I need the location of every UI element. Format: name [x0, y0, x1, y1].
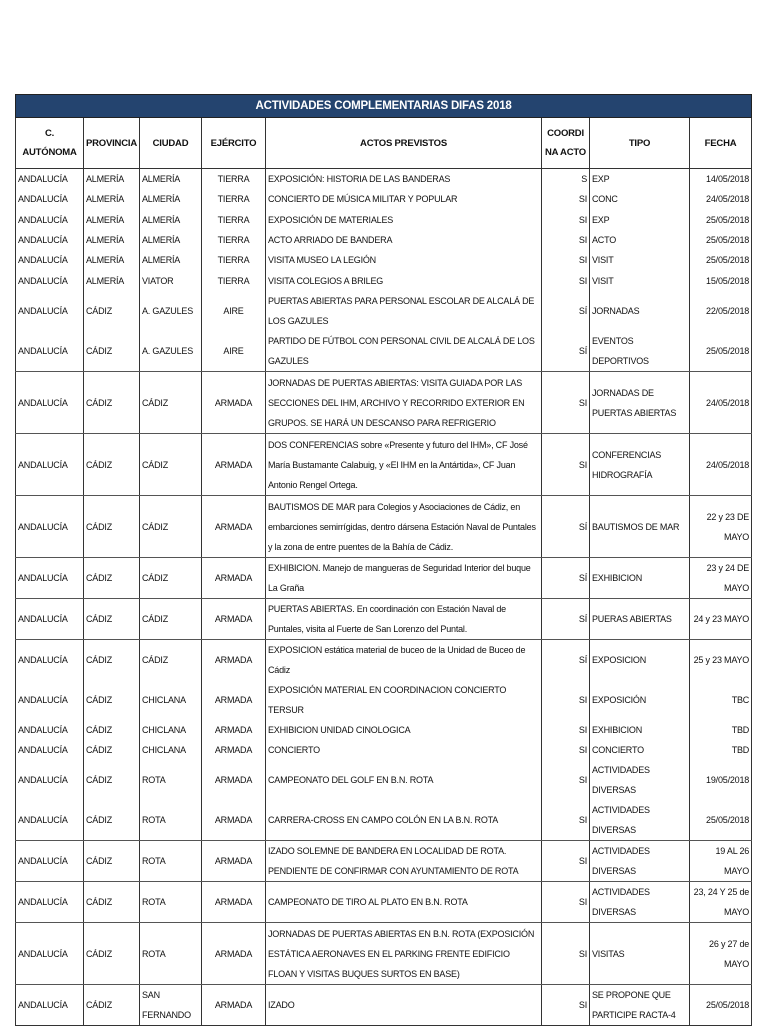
table-row: [16, 923, 752, 985]
cell-ejercito: TIERRA: [202, 270, 266, 291]
table-row: [16, 209, 752, 230]
cell-fecha: 25/05/2018: [690, 985, 752, 1026]
cell-tipo: EXP: [590, 169, 690, 190]
cell-ciudad: CHICLANA: [140, 680, 202, 720]
cell-provincia: CÁDIZ: [84, 331, 140, 372]
cell-ejercito: ARMADA: [202, 599, 266, 640]
cell-coordina: SI: [542, 680, 590, 720]
table-row: [16, 169, 752, 190]
cell-fecha: 19/05/2018: [690, 760, 752, 800]
cell-autonoma: ANDALUCÍA: [16, 882, 84, 923]
cell-ciudad: CÁDIZ: [140, 372, 202, 434]
cell-provincia: CÁDIZ: [84, 640, 140, 681]
cell-ejercito: ARMADA: [202, 882, 266, 923]
table-row: [16, 841, 752, 882]
cell-autonoma: ANDALUCÍA: [16, 291, 84, 331]
cell-coordina: SI: [542, 923, 590, 985]
cell-actos: ACTO ARRIADO DE BANDERA: [266, 230, 542, 250]
column-header-provincia: PROVINCIA: [84, 118, 140, 169]
cell-ejercito: ARMADA: [202, 640, 266, 681]
cell-coordina: S: [542, 169, 590, 190]
cell-fecha: 25/05/2018: [690, 800, 752, 841]
cell-fecha: 25 y 23 MAYO: [690, 640, 752, 681]
column-header-ciudad: CIUDAD: [140, 118, 202, 169]
cell-provincia: CÁDIZ: [84, 882, 140, 923]
cell-tipo: EXHIBICION: [590, 720, 690, 740]
cell-actos: EXPOSICION estática material de buceo de la Unidad de Buceo de Cádiz: [266, 640, 542, 681]
column-header-ejercito: EJÉRCITO: [202, 118, 266, 169]
table-row: [16, 291, 752, 331]
cell-fecha: 23 y 24 DE MAYO: [690, 558, 752, 599]
cell-provincia: CÁDIZ: [84, 558, 140, 599]
table-row: [16, 760, 752, 800]
table-row: [16, 434, 752, 496]
column-header-tipo: TIPO: [590, 118, 690, 169]
table-row: [16, 189, 752, 209]
cell-ejercito: ARMADA: [202, 558, 266, 599]
cell-provincia: CÁDIZ: [84, 800, 140, 841]
cell-ciudad: CÁDIZ: [140, 599, 202, 640]
cell-ejercito: TIERRA: [202, 209, 266, 230]
cell-coordina: SI: [542, 372, 590, 434]
cell-provincia: CÁDIZ: [84, 923, 140, 985]
cell-ciudad: SAN FERNANDO: [140, 985, 202, 1026]
cell-fecha: 25/05/2018: [690, 250, 752, 270]
cell-ciudad: CHICLANA: [140, 720, 202, 740]
table-title: ACTIVIDADES COMPLEMENTARIAS DIFAS 2018: [16, 95, 752, 118]
cell-autonoma: ANDALUCÍA: [16, 599, 84, 640]
cell-ejercito: AIRE: [202, 331, 266, 372]
cell-tipo: CONCIERTO: [590, 740, 690, 760]
cell-autonoma: ANDALUCÍA: [16, 558, 84, 599]
cell-fecha: 25/05/2018: [690, 209, 752, 230]
cell-fecha: TBD: [690, 720, 752, 740]
cell-provincia: CÁDIZ: [84, 599, 140, 640]
spreadsheet: [15, 94, 751, 1026]
cell-fecha: 22 y 23 DE MAYO: [690, 496, 752, 558]
cell-tipo: VISIT: [590, 270, 690, 291]
cell-autonoma: ANDALUCÍA: [16, 496, 84, 558]
cell-autonoma: ANDALUCÍA: [16, 760, 84, 800]
cell-autonoma: ANDALUCÍA: [16, 331, 84, 372]
cell-ejercito: ARMADA: [202, 841, 266, 882]
cell-autonoma: ANDALUCÍA: [16, 169, 84, 190]
cell-autonoma: ANDALUCÍA: [16, 209, 84, 230]
cell-actos: VISITA MUSEO LA LEGIÓN: [266, 250, 542, 270]
cell-provincia: ALMERÍA: [84, 189, 140, 209]
cell-autonoma: ANDALUCÍA: [16, 841, 84, 882]
table-row: [16, 720, 752, 740]
cell-actos: JORNADAS DE PUERTAS ABIERTAS: VISITA GUIADA POR LAS SECCIONES DEL IHM, ARCHIVO Y RECORRIDO EXTERIOR EN GRUPOS. SE HARÁ UN DESCANSO PARA REFRIGERIO: [266, 372, 542, 434]
cell-actos: PUERTAS ABIERTAS PARA PERSONAL ESCOLAR DE ALCALÁ DE LOS GAZULES: [266, 291, 542, 331]
cell-provincia: CÁDIZ: [84, 985, 140, 1026]
cell-fecha: 24/05/2018: [690, 434, 752, 496]
cell-ciudad: ROTA: [140, 760, 202, 800]
cell-fecha: 23, 24 Y 25 de MAYO: [690, 882, 752, 923]
cell-ejercito: TIERRA: [202, 169, 266, 190]
cell-tipo: CONC: [590, 189, 690, 209]
cell-ejercito: AIRE: [202, 291, 266, 331]
table-row: [16, 331, 752, 372]
cell-ciudad: CHICLANA: [140, 740, 202, 760]
cell-ciudad: A. GAZULES: [140, 291, 202, 331]
cell-autonoma: ANDALUCÍA: [16, 434, 84, 496]
cell-coordina: SÍ: [542, 496, 590, 558]
cell-tipo: ACTO: [590, 230, 690, 250]
cell-ejercito: ARMADA: [202, 985, 266, 1026]
table-row: [16, 640, 752, 681]
cell-coordina: SI: [542, 800, 590, 841]
cell-ciudad: ROTA: [140, 882, 202, 923]
cell-fecha: 24/05/2018: [690, 189, 752, 209]
cell-ciudad: CÁDIZ: [140, 640, 202, 681]
column-header-autonoma: C. AUTÓNOMA: [16, 118, 84, 169]
cell-ciudad: ALMERÍA: [140, 250, 202, 270]
cell-actos: CARRERA-CROSS EN CAMPO COLÓN EN LA B.N. ROTA: [266, 800, 542, 841]
table-row: [16, 496, 752, 558]
cell-tipo: JORNADAS DE PUERTAS ABIERTAS: [590, 372, 690, 434]
cell-tipo: SE PROPONE QUE PARTICIPE RACTA-4: [590, 985, 690, 1026]
cell-tipo: EXP: [590, 209, 690, 230]
cell-autonoma: ANDALUCÍA: [16, 740, 84, 760]
cell-ejercito: TIERRA: [202, 250, 266, 270]
cell-provincia: CÁDIZ: [84, 740, 140, 760]
table-row: [16, 800, 752, 841]
cell-coordina: SI: [542, 270, 590, 291]
cell-actos: CAMPEONATO DEL GOLF EN B.N. ROTA: [266, 760, 542, 800]
cell-tipo: VISITAS: [590, 923, 690, 985]
cell-tipo: BAUTISMOS DE MAR: [590, 496, 690, 558]
cell-ciudad: ALMERÍA: [140, 230, 202, 250]
cell-coordina: SI: [542, 841, 590, 882]
cell-provincia: CÁDIZ: [84, 720, 140, 740]
cell-fecha: TBD: [690, 740, 752, 760]
cell-coordina: SI: [542, 720, 590, 740]
cell-actos: EXPOSICIÓN: HISTORIA DE LAS BANDERAS: [266, 169, 542, 190]
cell-tipo: JORNADAS: [590, 291, 690, 331]
column-header-coordina: COORDINA ACTO: [542, 118, 590, 169]
cell-actos: DOS CONFERENCIAS sobre «Presente y futuro del IHM», CF José María Bustamante Calabuig, y «El IHM en la Antártida», CF Juan Antonio Rengel Ortega.: [266, 434, 542, 496]
cell-coordina: SI: [542, 740, 590, 760]
cell-autonoma: ANDALUCÍA: [16, 372, 84, 434]
cell-actos: CONCIERTO: [266, 740, 542, 760]
cell-tipo: ACTIVIDADES DIVERSAS: [590, 882, 690, 923]
cell-tipo: EXPOSICIÓN: [590, 680, 690, 720]
cell-ejercito: ARMADA: [202, 720, 266, 740]
cell-fecha: 19 AL 26 MAYO: [690, 841, 752, 882]
cell-actos: EXPOSICIÓN DE MATERIALES: [266, 209, 542, 230]
table-row: [16, 250, 752, 270]
cell-provincia: ALMERÍA: [84, 209, 140, 230]
cell-ejercito: ARMADA: [202, 923, 266, 985]
cell-fecha: TBC: [690, 680, 752, 720]
cell-provincia: ALMERÍA: [84, 169, 140, 190]
cell-fecha: 22/05/2018: [690, 291, 752, 331]
cell-coordina: SÍ: [542, 640, 590, 681]
cell-ciudad: VIATOR: [140, 270, 202, 291]
cell-autonoma: ANDALUCÍA: [16, 923, 84, 985]
cell-tipo: ACTIVIDADES DIVERSAS: [590, 760, 690, 800]
column-header-actos: ACTOS PREVISTOS: [266, 118, 542, 169]
cell-autonoma: ANDALUCÍA: [16, 985, 84, 1026]
cell-ciudad: ROTA: [140, 841, 202, 882]
cell-provincia: CÁDIZ: [84, 496, 140, 558]
cell-coordina: SI: [542, 985, 590, 1026]
cell-ciudad: A. GAZULES: [140, 331, 202, 372]
cell-provincia: ALMERÍA: [84, 230, 140, 250]
cell-actos: BAUTISMOS DE MAR para Colegios y Asociaciones de Cádiz, en embarciones semirrígidas, dentro dársena Estación Naval de Puntales y la zona de entre puentes de la Bahía de Cádiz.: [266, 496, 542, 558]
cell-coordina: SI: [542, 189, 590, 209]
table-row: [16, 599, 752, 640]
cell-actos: VISITA COLEGIOS A BRILEG: [266, 270, 542, 291]
cell-provincia: CÁDIZ: [84, 680, 140, 720]
cell-actos: EXPOSICIÓN MATERIAL EN COORDINACION CONCIERTO TERSUR: [266, 680, 542, 720]
cell-fecha: 26 y 27 de MAYO: [690, 923, 752, 985]
cell-fecha: 24 y 23 MAYO: [690, 599, 752, 640]
cell-ciudad: ROTA: [140, 923, 202, 985]
cell-actos: EXHIBICION UNIDAD CINOLOGICA: [266, 720, 542, 740]
cell-autonoma: ANDALUCÍA: [16, 250, 84, 270]
cell-coordina: SI: [542, 209, 590, 230]
cell-actos: EXHIBICION. Manejo de mangueras de Seguridad Interior del buque La Graña: [266, 558, 542, 599]
cell-provincia: ALMERÍA: [84, 250, 140, 270]
cell-actos: PARTIDO DE FÚTBOL CON PERSONAL CIVIL DE ALCALÁ DE LOS GAZULES: [266, 331, 542, 372]
cell-coordina: SI: [542, 250, 590, 270]
cell-coordina: SÍ: [542, 558, 590, 599]
cell-autonoma: ANDALUCÍA: [16, 720, 84, 740]
cell-ciudad: ALMERÍA: [140, 209, 202, 230]
cell-actos: CAMPEONATO DE TIRO AL PLATO EN B.N. ROTA: [266, 882, 542, 923]
cell-tipo: PUERAS ABIERTAS: [590, 599, 690, 640]
cell-fecha: 25/05/2018: [690, 230, 752, 250]
cell-ejercito: ARMADA: [202, 800, 266, 841]
cell-provincia: CÁDIZ: [84, 434, 140, 496]
cell-ciudad: ROTA: [140, 800, 202, 841]
cell-coordina: SI: [542, 882, 590, 923]
cell-tipo: EXPOSICION: [590, 640, 690, 681]
cell-provincia: CÁDIZ: [84, 841, 140, 882]
cell-ciudad: CÁDIZ: [140, 558, 202, 599]
cell-ejercito: ARMADA: [202, 372, 266, 434]
cell-ejercito: TIERRA: [202, 189, 266, 209]
cell-autonoma: ANDALUCÍA: [16, 680, 84, 720]
cell-actos: JORNADAS DE PUERTAS ABIERTAS EN B.N. ROTA (EXPOSICIÓN ESTÁTICA AERONAVES EN EL PARKING FRENTE EDIFICIO FLOAN Y VISITAS BUQUES SURTOS EN BASE): [266, 923, 542, 985]
cell-actos: IZADO SOLEMNE DE BANDERA EN LOCALIDAD DE ROTA. PENDIENTE DE CONFIRMAR CON AYUNTAMIENTO DE ROTA: [266, 841, 542, 882]
cell-ciudad: ALMERÍA: [140, 169, 202, 190]
table-row: [16, 372, 752, 434]
table-row: [16, 882, 752, 923]
cell-tipo: EVENTOS DEPORTIVOS: [590, 331, 690, 372]
cell-ejercito: ARMADA: [202, 496, 266, 558]
cell-provincia: CÁDIZ: [84, 372, 140, 434]
cell-ejercito: ARMADA: [202, 434, 266, 496]
cell-fecha: 25/05/2018: [690, 331, 752, 372]
cell-fecha: 24/05/2018: [690, 372, 752, 434]
cell-coordina: SI: [542, 230, 590, 250]
cell-actos: IZADO: [266, 985, 542, 1026]
cell-actos: PUERTAS ABIERTAS. En coordinación con Estación Naval de Puntales, visita al Fuerte de San Lorenzo del Puntal.: [266, 599, 542, 640]
cell-coordina: SÍ: [542, 291, 590, 331]
cell-coordina: SI: [542, 760, 590, 800]
cell-ejercito: TIERRA: [202, 230, 266, 250]
cell-tipo: ACTIVIDADES DIVERSAS: [590, 841, 690, 882]
cell-autonoma: ANDALUCÍA: [16, 270, 84, 291]
cell-provincia: ALMERÍA: [84, 270, 140, 291]
cell-ejercito: ARMADA: [202, 740, 266, 760]
activities-table: [15, 94, 752, 1026]
cell-tipo: EXHIBICION: [590, 558, 690, 599]
cell-coordina: SI: [542, 434, 590, 496]
cell-fecha: 14/05/2018: [690, 169, 752, 190]
cell-provincia: CÁDIZ: [84, 291, 140, 331]
table-row: [16, 558, 752, 599]
table-row: [16, 230, 752, 250]
cell-autonoma: ANDALUCÍA: [16, 800, 84, 841]
cell-ciudad: CÁDIZ: [140, 496, 202, 558]
table-row: [16, 680, 752, 720]
cell-coordina: SÍ: [542, 331, 590, 372]
cell-coordina: SÍ: [542, 599, 590, 640]
cell-tipo: ACTIVIDADES DIVERSAS: [590, 800, 690, 841]
cell-tipo: VISIT: [590, 250, 690, 270]
cell-fecha: 15/05/2018: [690, 270, 752, 291]
table-row: [16, 270, 752, 291]
cell-provincia: CÁDIZ: [84, 760, 140, 800]
cell-ejercito: ARMADA: [202, 680, 266, 720]
cell-ciudad: ALMERÍA: [140, 189, 202, 209]
cell-actos: CONCIERTO DE MÚSICA MILITAR Y POPULAR: [266, 189, 542, 209]
table-row: [16, 740, 752, 760]
cell-autonoma: ANDALUCÍA: [16, 230, 84, 250]
cell-autonoma: ANDALUCÍA: [16, 640, 84, 681]
cell-tipo: CONFERENCIAS HIDROGRAFÍA: [590, 434, 690, 496]
column-header-fecha: FECHA: [690, 118, 752, 169]
cell-ejercito: ARMADA: [202, 760, 266, 800]
table-body: [16, 169, 752, 1026]
table-row: [16, 985, 752, 1026]
cell-ciudad: CÁDIZ: [140, 434, 202, 496]
cell-autonoma: ANDALUCÍA: [16, 189, 84, 209]
